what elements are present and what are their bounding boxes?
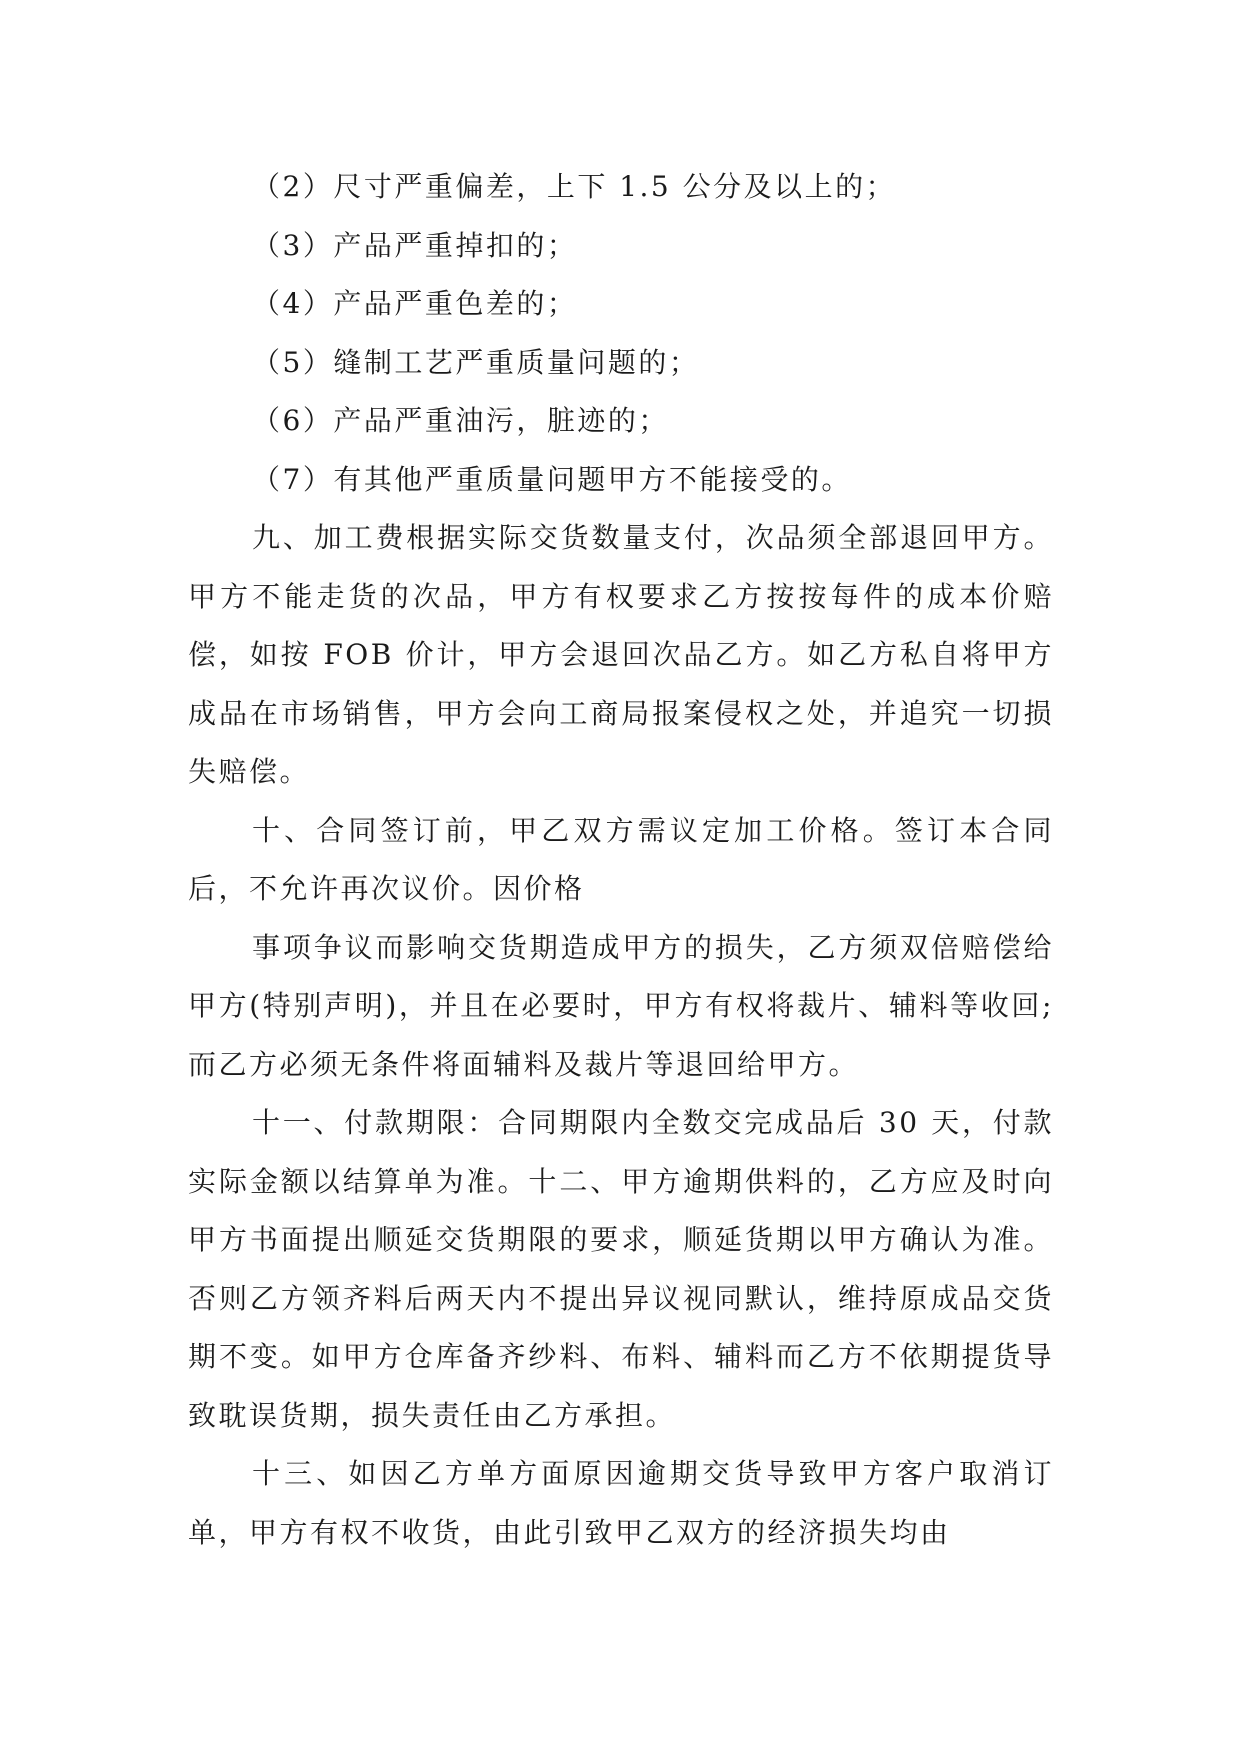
clause-eleven-twelve: 十一、付款期限：合同期限内全数交完成品后 30 天，付款实际金额以结算单为准。十二、甲方逾期供料的，乙方应及时向甲方书面提出顺延交货期限的要求，顺延货期以甲方确认为准。否则乙方领齐料后两天内不提出异议视同默认，维持原成品交货期不变。如甲方仓库备齐纱料、布料、辅料而乙方不依期提货导致耽误货期，损失责任由乙方承担。: [188, 1106, 1054, 1432]
clause-item-7: （7）有其他严重质量问题甲方不能接受的。: [252, 462, 852, 496]
clause-item-3: （3）产品严重掉扣的；: [252, 228, 578, 262]
clause-item-5: （5）缝制工艺严重质量问题的；: [252, 345, 700, 379]
clause-item-4: （4）产品严重色差的；: [252, 287, 578, 320]
clause-ten-continued: 事项争议而影响交货期造成甲方的损失，乙方须双倍赔偿给甲方(特别声明)，并且在必要时，甲方有权将裁片、辅料等收回;而乙方必须无条件将面辅料及裁片等退回给甲方。: [188, 930, 1054, 1081]
clause-item-2: （2）尺寸严重偏差，上下 1.5 公分及以上的；: [252, 170, 897, 203]
clause-nine: 九、加工费根据实际交货数量支付，次品须全部退回甲方。甲方不能走货的次品，甲方有权要求乙方按按每件的成本价赔偿，如按 FOB 价计，甲方会退回次品乙方。如乙方私自将甲方成品在市场销售，甲方会向工商局报案侵权之处，并追究一切损失赔偿。: [188, 521, 1054, 788]
clause-ten: 十、合同签订前，甲乙双方需议定加工价格。签订本合同后，不允许再次议价。因价格: [188, 813, 1054, 905]
clause-item-6: （6）产品严重油污，脏迹的；: [252, 404, 669, 437]
document-body: [188, 158, 1054, 1562]
clause-thirteen: 十三、如因乙方单方面原因逾期交货导致甲方客户取消订单，甲方有权不收货，由此引致甲乙双方的经济损失均由: [188, 1457, 1054, 1549]
